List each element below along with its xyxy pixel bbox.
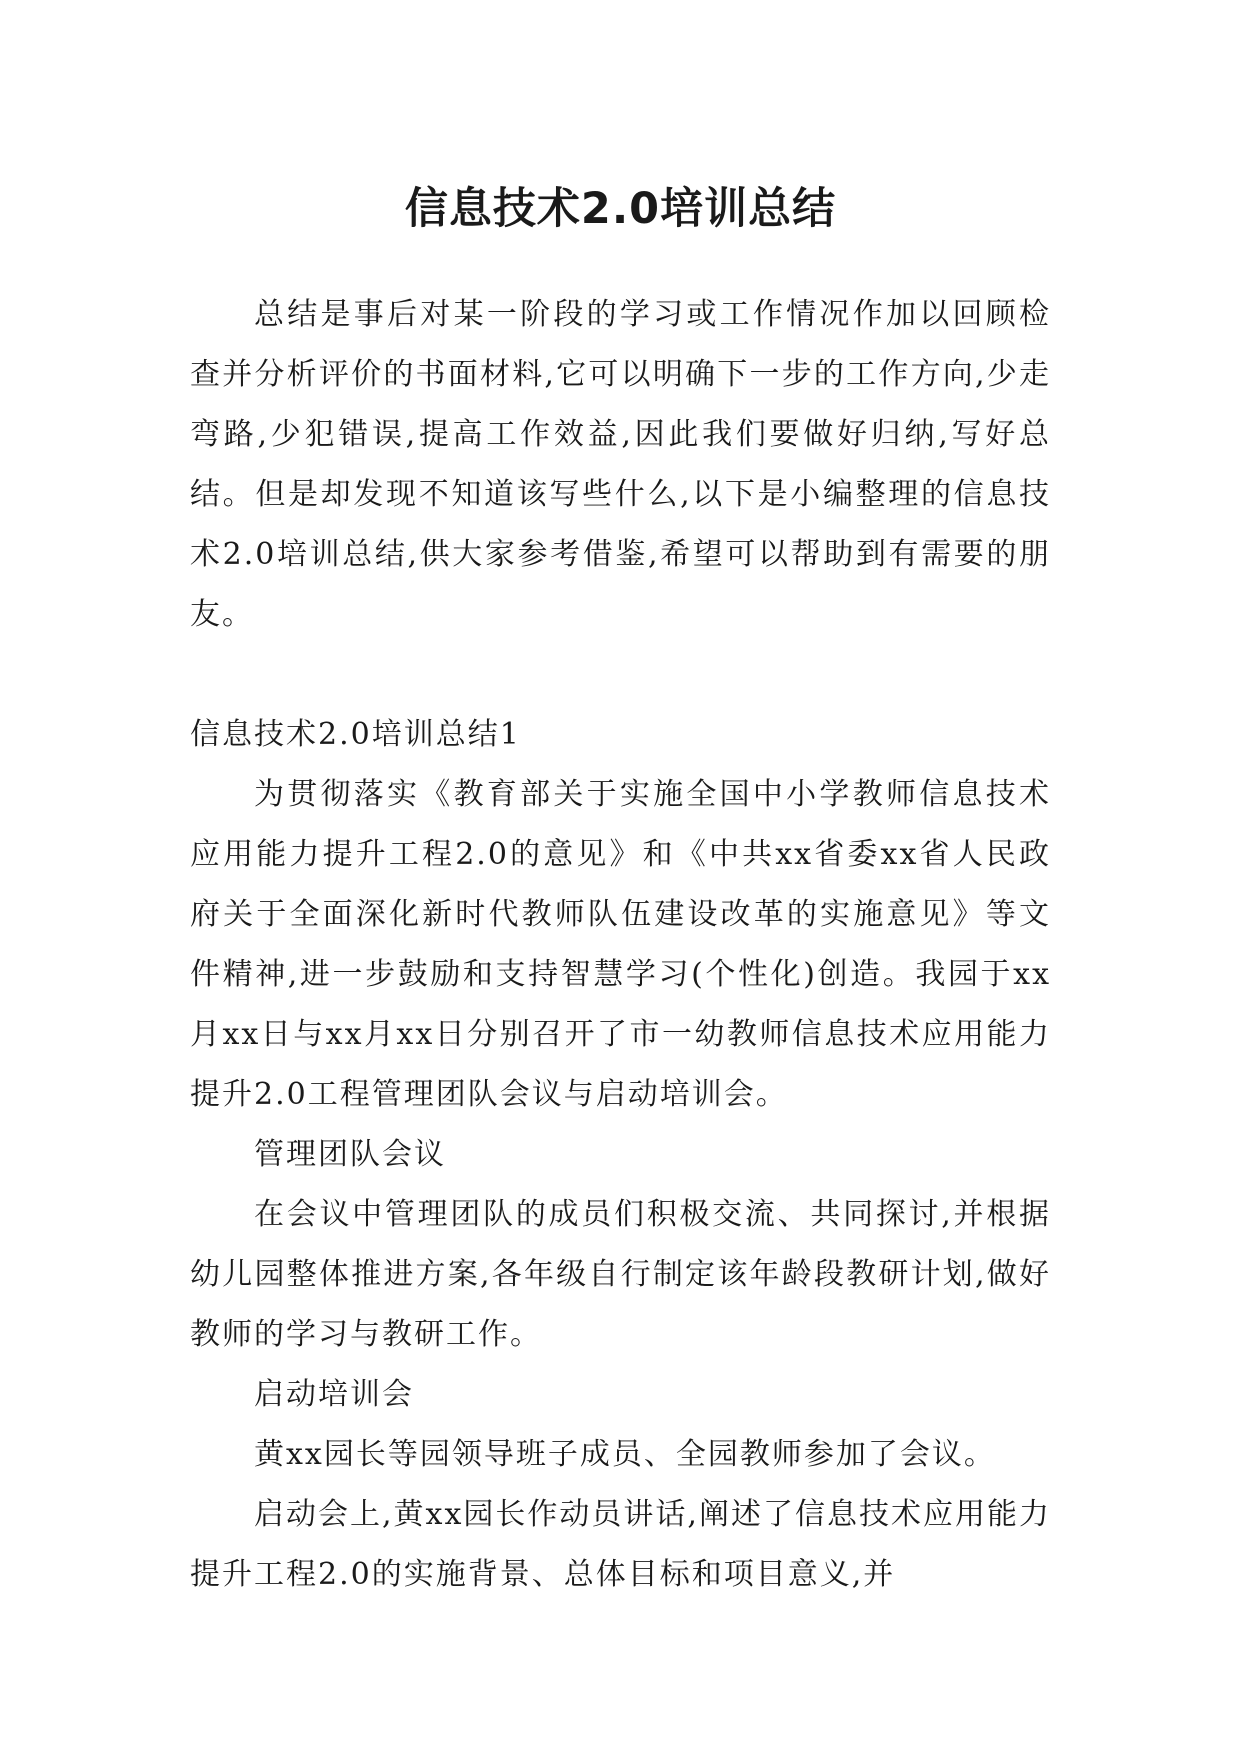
- section-heading: 信息技术2.0培训总结1: [190, 717, 521, 752]
- document-body: [190, 285, 1051, 1605]
- paragraph-gap: [190, 645, 1051, 705]
- intro-paragraph: 总结是事后对某一阶段的学习或工作情况作加以回顾检查并分析评价的书面材料,它可以明确下一步的工作方向,少走弯路,少犯错误,提高工作效益,因此我们要做好归纳,写好总结。但是却发现不知道该写些什么,以下是小编整理的信息技术2.0培训总结,供大家参考借鉴,希望可以帮助到有需要的朋友。: [190, 297, 1051, 632]
- document-title: 信息技术2.0培训总结: [404, 183, 837, 234]
- body-paragraph: 黄xx园长等园领导班子成员、全园教师参加了会议。: [254, 1437, 996, 1472]
- subheading-kickoff-meeting: 启动培训会: [254, 1377, 414, 1412]
- subheading-management-meeting: 管理团队会议: [254, 1137, 446, 1172]
- body-paragraph: 在会议中管理团队的成员们积极交流、共同探讨,并根据幼儿园整体推进方案,各年级自行制定该年龄段教研计划,做好教师的学习与教研工作。: [190, 1197, 1051, 1352]
- body-paragraph: 为贯彻落实《教育部关于实施全国中小学教师信息技术应用能力提升工程2.0的意见》和《中共xx省委xx省人民政府关于全面深化新时代教师队伍建设改革的实施意见》等文件精神,进一步鼓励和支持智慧学习(个性化)创造。我园于xx月xx日与xx月xx日分别召开了市一幼教师信息技术应用能力提升2.0工程管理团队会议与启动培训会。: [190, 777, 1051, 1112]
- body-paragraph: 启动会上,黄xx园长作动员讲话,阐述了信息技术应用能力提升工程2.0的实施背景、总体目标和项目意义,并: [190, 1497, 1051, 1592]
